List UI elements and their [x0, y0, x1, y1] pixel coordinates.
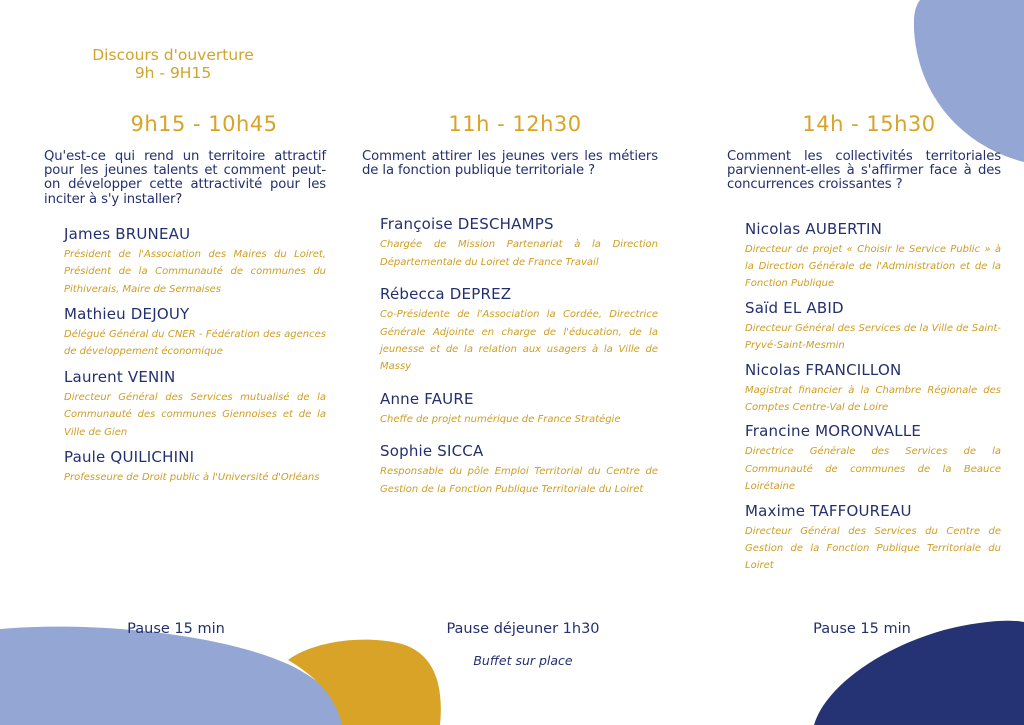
- pause-1: Pause 15 min: [127, 621, 225, 637]
- speaker-role: Président de l'Association des Maires du Loiret, Président de la Communauté de communes du Pithiverais, Maire de Sermaises: [64, 248, 326, 295]
- speaker-name: Mathieu DEJOUY: [64, 305, 190, 324]
- speaker-role: Magistrat financier à la Chambre Régionale des Comptes Centre-Val de Loire: [745, 384, 1001, 414]
- speaker-name: James BRUNEAU: [64, 224, 191, 243]
- speaker-role: Directeur de projet « Choisir le Service Public » à la Direction Générale de l'Administration et de la Fonction Publique: [745, 243, 1001, 290]
- pause-lunch: Pause déjeuner 1h30: [446, 621, 600, 637]
- speaker-role: Cheffe de projet numérique de France Stratégie: [380, 413, 621, 425]
- session-time: 14h - 15h30: [802, 112, 936, 136]
- speaker: [380, 215, 658, 271]
- speaker: [745, 361, 1001, 417]
- bottom-gold-shape: [282, 636, 452, 725]
- opening-time: 9h - 9H15: [134, 64, 212, 82]
- speaker-name: Rébecca DEPREZ: [380, 285, 512, 304]
- speaker-name: Anne FAURE: [380, 389, 474, 408]
- speaker-role: Directeur Général des Services du Centre de Gestion de la Fonction Publique Territoriale du Loiret: [745, 525, 1001, 572]
- session-3: [727, 110, 1001, 581]
- speaker-role: Professeure de Droit public à l'Université d'Orléans: [64, 472, 320, 484]
- speaker: [64, 305, 326, 361]
- session-time: 11h - 12h30: [448, 112, 582, 136]
- speaker: [64, 448, 326, 486]
- speaker-role: Responsable du pôle Emploi Territorial du Centre de Gestion de la Fonction Publique Territoriale du Loiret: [380, 466, 658, 495]
- speaker-name: Maxime TAFFOUREAU: [745, 501, 912, 520]
- speaker-name: Nicolas AUBERTIN: [745, 219, 883, 238]
- speaker: [380, 285, 658, 376]
- speaker: [745, 502, 1001, 575]
- speaker-name: Paule QUILICHINI: [64, 448, 195, 467]
- speaker: [745, 220, 1001, 293]
- speaker-name: Francine MORONVALLE: [745, 422, 922, 441]
- speaker-role: Co-Présidente de l'Association la Cordée, Directrice Générale Adjointe en charge de l'éducation, de la jeunesse et de la relation aux usagers à la Ville de Massy: [380, 309, 658, 373]
- opening-block: [40, 46, 306, 82]
- speaker-role: Chargée de Mission Partenariat à la Direction Départementale du Loiret de France Travail: [380, 239, 658, 268]
- speaker-role: Directeur Général des Services de la Ville de Saint-Pryvé-Saint-Mesmin: [745, 322, 1001, 352]
- speaker-name: Nicolas FRANCILLON: [745, 360, 902, 379]
- session-question: Comment les collectivités territoriales parviennent-elles à s'affirmer face à des concurrences croissantes ?: [727, 149, 1001, 193]
- session-question: Comment attirer les jeunes vers les métiers de la fonction publique territoriale ?: [362, 149, 658, 179]
- speaker-list: [44, 225, 326, 487]
- speaker-list: [727, 220, 1001, 575]
- session-1: [44, 110, 326, 493]
- speaker: [64, 225, 326, 298]
- session-question: Qu'est-ce qui rend un territoire attractif pour les jeunes talents et comment peut-on développer cette attractivité pour les inciter à s'y installer?: [44, 149, 326, 207]
- speaker-list: [362, 215, 658, 498]
- buffet-note: Buffet sur place: [473, 653, 573, 668]
- speaker: [745, 299, 1001, 355]
- speaker-role: Délégué Général du CNER - Fédération des agences de développement économique: [64, 329, 326, 358]
- opening-title: Discours d'ouverture: [92, 46, 254, 64]
- speaker-name: Saïd EL ABID: [745, 298, 844, 317]
- pause-3: Pause 15 min: [813, 621, 911, 637]
- session-2: [362, 110, 658, 512]
- speaker-name: Laurent VENIN: [64, 367, 176, 386]
- session-time: 9h15 - 10h45: [130, 112, 278, 136]
- speaker: [745, 422, 1001, 495]
- speaker-name: Françoise DESCHAMPS: [380, 215, 554, 234]
- speaker: [380, 442, 658, 498]
- speaker: [64, 368, 326, 441]
- speaker-name: Sophie SICCA: [380, 442, 484, 461]
- speaker-role: Directrice Générale des Services de la Communauté de communes de la Beauce Loirétaine: [745, 446, 1001, 493]
- speaker: [380, 390, 658, 428]
- speaker-role: Directeur Général des Services mutualisé de la Communauté des communes Giennoises et de la Ville de Gien: [64, 391, 326, 438]
